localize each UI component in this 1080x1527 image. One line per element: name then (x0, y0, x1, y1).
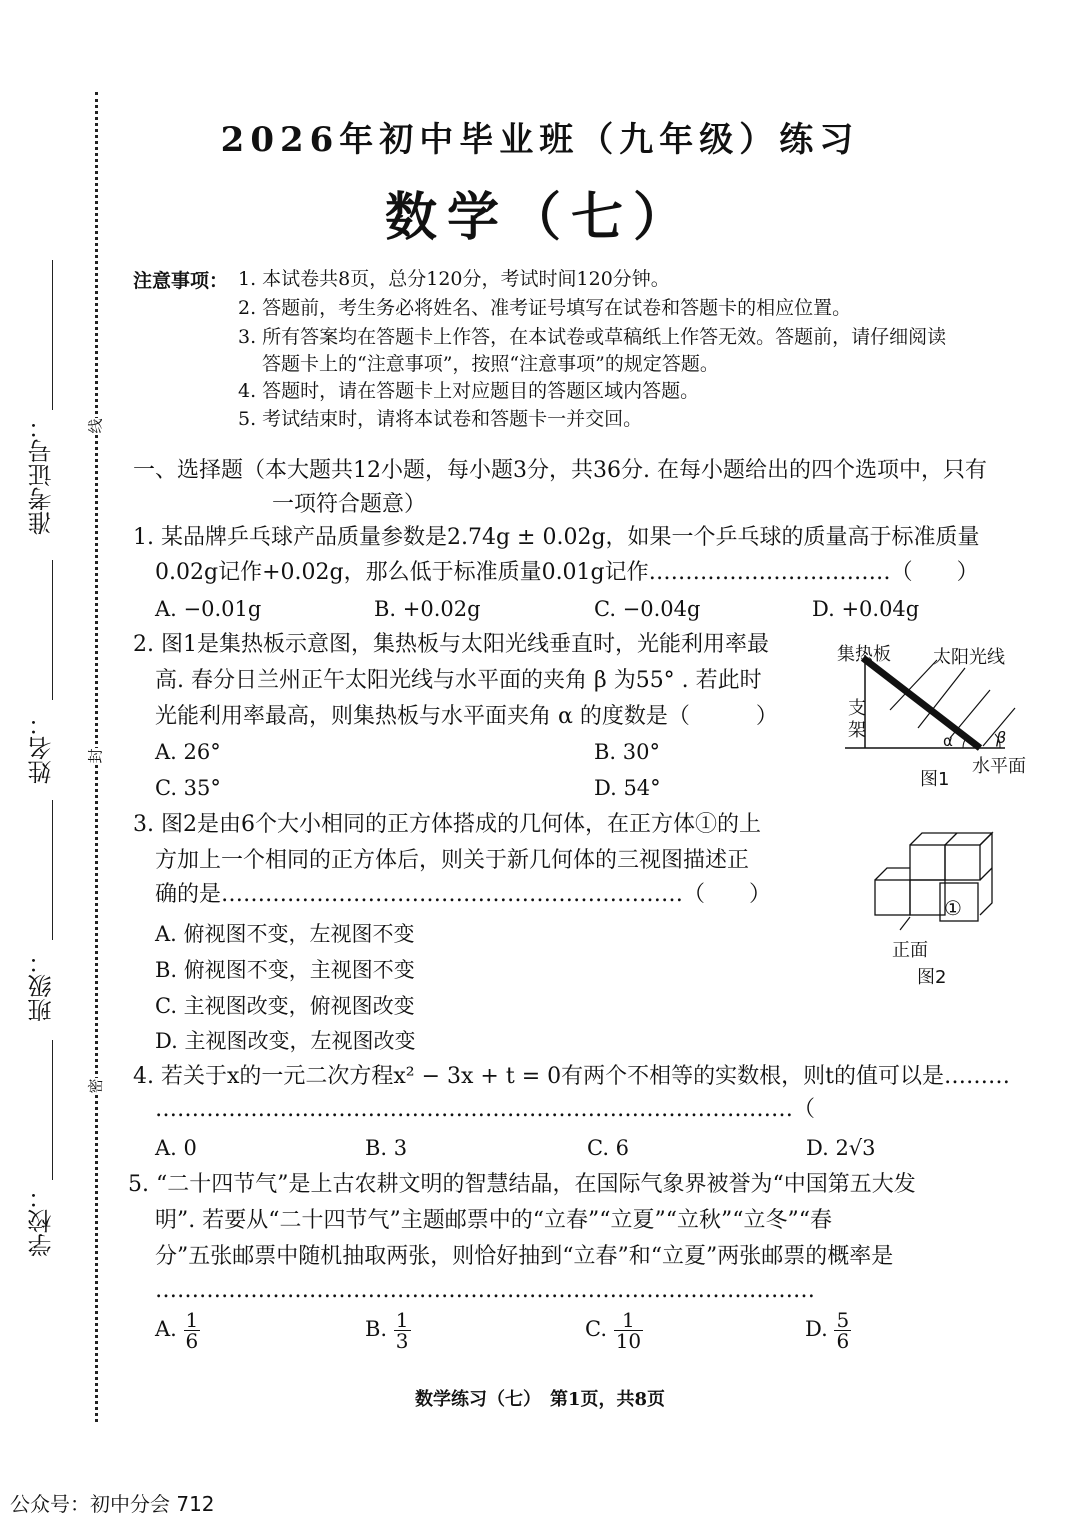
q5-line2: 明”. 若要从“二十四节气”主题邮票中的“立春”“立夏”“立秋”“立冬”“春 (155, 1208, 832, 1233)
notice-item-3: 3. 所有答案均在答题卡上作答，在本试卷或草稿纸上作答无效。答题前，请仔细阅读 (238, 326, 947, 348)
subject-title: 数学（七） (384, 187, 695, 248)
field-label-school: 学校： (28, 1185, 56, 1257)
q2-option-c: C. 35° (155, 776, 221, 800)
q4-line1: 4. 若关于x的一元二次方程x² − 3x + t = 0有两个不相等的实数根，则t的值可以是……… (133, 1064, 1010, 1089)
field-label-name: 姓名： (28, 712, 56, 784)
notice-item-4: 4. 答题时，请在答题卡上对应题目的答题区域内答题。 (238, 380, 700, 402)
fig1-caption: 图1 (920, 769, 950, 790)
fig1-ray-3 (950, 690, 990, 738)
figure2-diagram (870, 825, 1000, 935)
fig2-cube-mark: ① (944, 896, 962, 920)
fig2-front-label: 正面 (892, 940, 928, 961)
q3-line3: 确的是………………………………………………………（ ） (155, 882, 772, 907)
field-label-id: 准考证号： (28, 415, 56, 535)
notice-item-1: 1. 本试卷共8页，总分120分，考试时间120分钟。 (238, 268, 670, 290)
q1-line2: 0.02g记作+0.02g，那么低于标准质量0.01g记作……………………………（ ） (155, 560, 979, 585)
field-line-name (52, 560, 53, 700)
q4-line2: ……………………………………………………………………………（ (155, 1097, 816, 1122)
q5-option-c-fraction: $\frac{1}{10}$ (615, 1308, 642, 1353)
q2-option-b: B. 30° (594, 740, 661, 764)
q4-option-b: B. 3 (365, 1136, 408, 1160)
q1-option-a: A. −0.01g (155, 597, 262, 621)
q5-option-a: A. $\frac{1}{6}$ (155, 1308, 199, 1353)
field-line-school (52, 1040, 53, 1180)
field-label-class: 班级： (28, 950, 56, 1022)
q2-line2: 高. 春分日兰州正午太阳光线与水平面的夹角 β 为55° . 若此时 (155, 668, 762, 693)
q3-option-c: C. 主视图改变，俯视图改变 (155, 994, 415, 1018)
field-line-class (52, 800, 53, 940)
q5-line3: 分”五张邮票中随机抽取两张，则恰好抽到“立春”和“立夏”两张邮票的概率是 (155, 1244, 894, 1269)
q2-option-a: A. 26° (155, 740, 221, 764)
fig1-label-board: 集热板 (837, 644, 891, 665)
q4-option-c: C. 6 (587, 1136, 630, 1160)
field-line-id (52, 260, 53, 410)
seal-word-line: 线 (86, 418, 105, 434)
fig1-label-stand-1: 支 (848, 698, 866, 719)
notice-item-3-cont: 答题卡上的“注意事项”，按照“注意事项”的规定答题。 (262, 353, 719, 375)
seal-word-seal: 封 (86, 748, 105, 764)
q3-option-a: A. 俯视图不变，左视图不变 (155, 922, 415, 946)
q2-option-d: D. 54° (594, 776, 661, 800)
q5-option-d: D. $\frac{5}{6}$ (805, 1308, 850, 1353)
q4-option-a: A. 0 (155, 1136, 197, 1160)
q5-option-b: B. $\frac{1}{3}$ (365, 1308, 409, 1353)
section-heading-cont: 一项符合题意） (272, 492, 427, 517)
fig1-label-beta: β (996, 728, 1007, 747)
fig2-caption: 图2 (917, 967, 947, 988)
fig1-label-ground: 水平面 (972, 756, 1026, 777)
q5-option-b-fraction: $\frac{1}{3}$ (395, 1308, 409, 1353)
q1-option-d: D. +0.04g (812, 597, 920, 621)
seal-word-secret: 密 (86, 1078, 105, 1094)
q4-option-d: D. 2√3 (806, 1136, 876, 1160)
q5-line1: 5. “二十四节气”是上古农耕文明的智慧结晶，在国际气象界被誉为“中国第五大发 (128, 1172, 916, 1197)
notice-item-5: 5. 考试结束时，请将本试卷和答题卡一并交回。 (238, 408, 643, 430)
page-footer: 数学练习（七） 第1页，共8页 (414, 1389, 666, 1410)
watermark-text: 公众号：初中分会 712 (10, 1492, 215, 1516)
q2-line3: 光能利用率最高，则集热板与水平面夹角 α 的度数是（ ） (155, 704, 778, 729)
q5-line4: ……………………………………………………………………………… (155, 1278, 815, 1303)
q5-option-a-fraction: $\frac{1}{6}$ (185, 1308, 199, 1353)
exam-title: 2026年初中毕业班（九年级）练习 (220, 120, 860, 160)
fig1-label-stand-2: 架 (848, 720, 866, 741)
q3-line1: 3. 图2是由6个大小相同的正方体搭成的几何体，在正方体①的上 (133, 812, 761, 837)
notice-heading: 注意事项： (133, 270, 229, 292)
q1-line1: 1. 某品牌乒乓球产品质量参数是2.74g ± 0.02g，如果一个乒乓球的质量高于标准质量 (133, 525, 980, 550)
q1-option-b: B. +0.02g (374, 597, 481, 621)
q3-line2: 方加上一个相同的正方体后，则关于新几何体的三视图描述正 (155, 848, 750, 873)
q2-line1: 2. 图1是集热板示意图，集热板与太阳光线垂直时，光能利用率最 (133, 632, 769, 657)
fig1-label-sun: 太阳光线 (933, 647, 1005, 668)
fig2-front-arrow (900, 917, 910, 930)
fig1-label-alpha: α (943, 732, 953, 750)
section-heading: 一、选择题（本大题共12小题，每小题3分，共36分. 在每小题给出的四个选项中，只有 (133, 458, 987, 483)
q5-option-c: C. $\frac{1}{10}$ (585, 1308, 642, 1353)
q1-option-c: C. −0.04g (594, 597, 701, 621)
q3-option-d: D. 主视图改变，左视图改变 (155, 1029, 416, 1053)
q5-option-d-fraction: $\frac{5}{6}$ (836, 1308, 850, 1353)
notice-item-2: 2. 答题前，考生务必将姓名、准考证号填写在试卷和答题卡的相应位置。 (238, 297, 852, 319)
q3-option-b: B. 俯视图不变，主视图不变 (155, 958, 415, 982)
